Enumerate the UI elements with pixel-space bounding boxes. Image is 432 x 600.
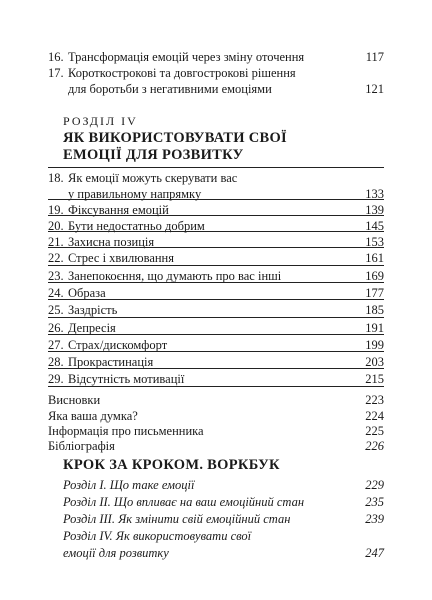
workbook-entry-title: Розділ II. Що впливає на ваш емоційний стан [63, 495, 305, 509]
back-matter-title: Бібліографія [48, 439, 115, 453]
entry-number: 16. [48, 50, 64, 64]
entry-number: 29. [48, 372, 64, 386]
entry-divider [48, 299, 384, 300]
entry-divider [48, 231, 384, 232]
entry-title: Занепокоєння, що думають про вас інші [68, 269, 282, 283]
entry-page: 191 [365, 321, 384, 335]
entry-number: 28. [48, 355, 64, 369]
entry-number: 17. [48, 66, 64, 80]
workbook-entry-title: Розділ I. Що таке емоції [63, 478, 195, 492]
entry-page: 145 [365, 219, 384, 233]
entry-page: 215 [365, 372, 384, 386]
workbook-entry-title-line2: емоції для розвитку [63, 546, 169, 560]
workbook-entry-page: 229 [365, 478, 384, 492]
entry-title: Відсутність мотивації [68, 372, 185, 386]
entry-page: 169 [365, 269, 384, 283]
entry-title: Захисна позиція [68, 235, 155, 249]
entry-number: 27. [48, 338, 64, 352]
workbook-entry-title: Розділ IV. Як використовувати свої [63, 529, 252, 543]
entry-divider [48, 199, 384, 200]
entry-page: 133 [365, 187, 384, 201]
entry-number: 19. [48, 203, 64, 217]
back-matter-page: 224 [365, 409, 384, 423]
entry-divider [48, 167, 384, 168]
part-title-line1: ЯК ВИКОРИСТОВУВАТИ СВОЇ [63, 130, 287, 146]
entry-number: 21. [48, 235, 64, 249]
entry-divider [48, 386, 384, 387]
entry-divider [48, 265, 384, 266]
entry-divider [48, 368, 384, 369]
entry-number: 24. [48, 286, 64, 300]
entry-title: Страх/дискомфорт [68, 338, 168, 352]
part-label: РОЗДІЛ IV [63, 114, 138, 128]
entry-number: 18. [48, 171, 64, 185]
entry-page: 153 [365, 235, 384, 249]
workbook-entry-page: 247 [365, 546, 384, 560]
entry-title-line2: для боротьби з негативними емоціями [68, 82, 272, 96]
entry-page: 117 [365, 50, 384, 64]
entry-title: Прокрастинація [68, 355, 154, 369]
entry-number: 23. [48, 269, 64, 283]
workbook-entry-title: Розділ III. Як змінити свій емоційний стан [63, 512, 291, 526]
entry-number: 22. [48, 251, 64, 265]
workbook-entry-page: 235 [365, 495, 384, 509]
entry-number: 20. [48, 219, 64, 233]
entry-title: Стрес і хвилювання [68, 251, 174, 265]
entry-number: 26. [48, 321, 64, 335]
entry-page: 203 [365, 355, 384, 369]
entry-divider [48, 215, 384, 216]
entry-title: Бути недостатньо добрим [68, 219, 205, 233]
entry-page: 161 [365, 251, 384, 265]
entry-page: 121 [365, 82, 384, 96]
entry-page: 139 [365, 203, 384, 217]
workbook-title: КРОК ЗА КРОКОМ. ВОРКБУК [63, 457, 280, 473]
back-matter-title: Інформація про письменника [48, 424, 204, 438]
entry-page: 199 [365, 338, 384, 352]
entry-title: Образа [68, 286, 106, 300]
entry-title: Фіксування емоцій [68, 203, 169, 217]
entry-title: Короткострокові та довгострокові рішення [68, 66, 296, 80]
entry-divider [48, 334, 384, 335]
back-matter-title: Висновки [48, 393, 101, 407]
back-matter-page: 225 [365, 424, 384, 438]
back-matter-page: 226 [365, 439, 384, 453]
entry-divider [48, 247, 384, 248]
part-title-line2: ЕМОЦІЇ ДЛЯ РОЗВИТКУ [63, 147, 244, 163]
entry-title-line2: у правильному напрямку [68, 187, 202, 201]
entry-title: Як емоції можуть скерувати вас [68, 171, 238, 185]
entry-number: 25. [48, 303, 64, 317]
back-matter-page: 223 [365, 393, 384, 407]
entry-divider [48, 282, 384, 283]
entry-divider [48, 351, 384, 352]
entry-title: Заздрість [68, 303, 118, 317]
workbook-entry-page: 239 [365, 512, 384, 526]
entry-title: Трансформація емоцій через зміну оточення [68, 50, 305, 64]
entry-divider [48, 317, 384, 318]
entry-page: 177 [365, 286, 384, 300]
entry-title: Депресія [68, 321, 116, 335]
back-matter-title: Яка ваша думка? [48, 409, 138, 423]
entry-page: 185 [365, 303, 384, 317]
